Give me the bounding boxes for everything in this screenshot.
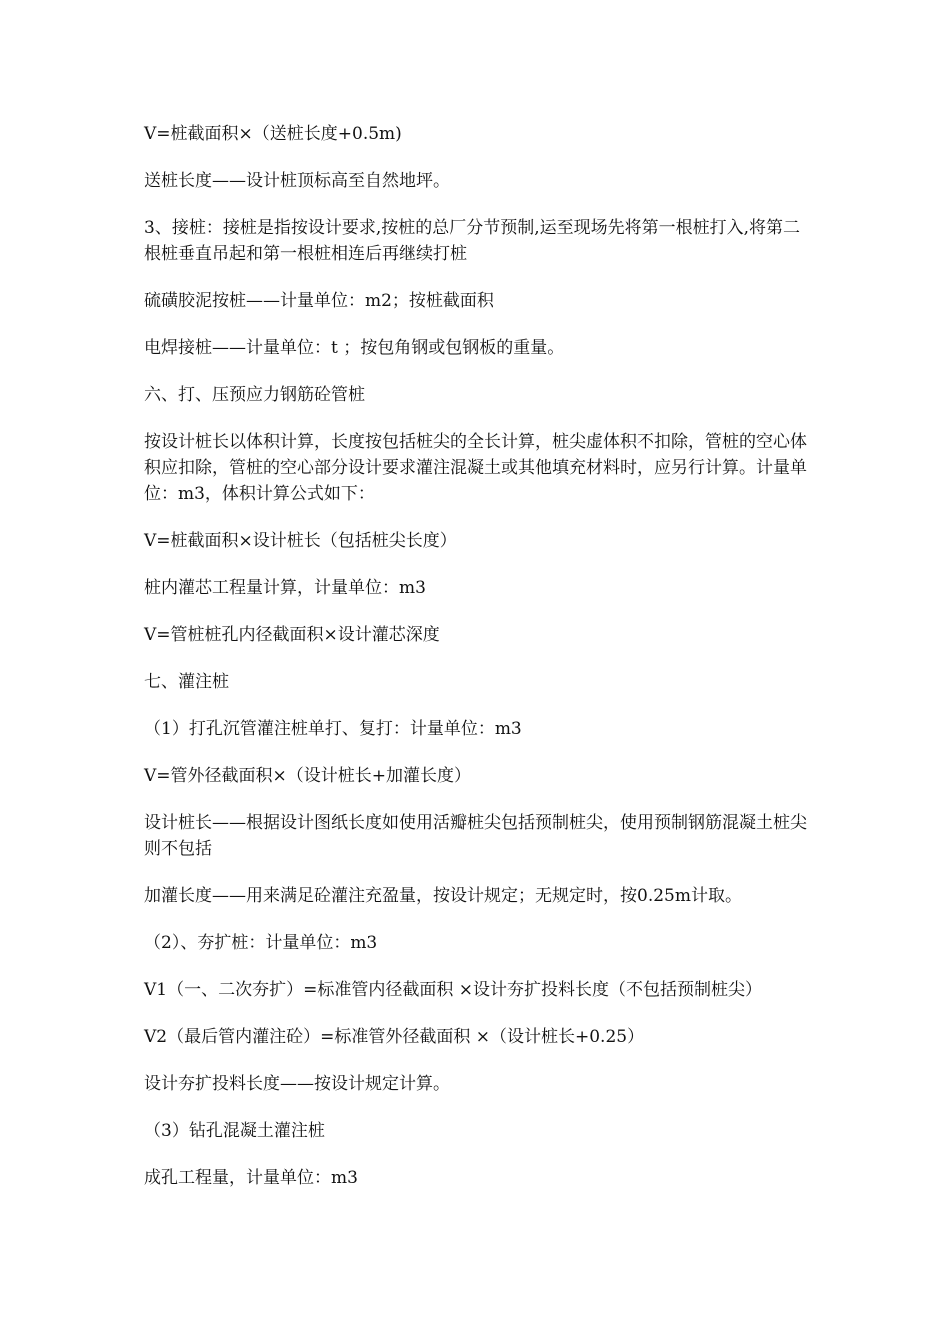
document-body [144, 121, 816, 1212]
paragraph-design-pile-length-definition: 设计桩长——根据设计图纸长度如使用活瓣桩尖包括预制桩尖，使用预制钢筋混凝土桩尖则不包括 [144, 813, 807, 859]
paragraph-pipe-pile-volume-rules: 按设计桩长以体积计算，长度按包括桩尖的全长计算，桩尖虚体积不扣除，管桩的空心体积应扣除，管桩的空心部分设计要求灌注混凝土或其他填充材料时，应另行计算。计量单位：m3，体积计算公式如下： [144, 432, 807, 504]
section-heading-prestressed-pipe-pile: 六、打、压预应力钢筋砼管桩 [144, 385, 365, 405]
section-heading-cast-in-place-pile: 七、灌注桩 [144, 672, 229, 692]
paragraph-formula-core-filling: V=管桩桩孔内径截面积×设计灌芯深度 [144, 625, 440, 645]
paragraph-driven-pile-length-definition: 送桩长度——设计桩顶标高至自然地坪。 [144, 171, 450, 191]
paragraph-hole-forming-quantity: 成孔工程量，计量单位：m3 [144, 1168, 358, 1188]
paragraph-pile-splicing: 3、接桩：接桩是指按设计要求,按桩的总厂分节预制,运至现场先将第一根桩打入,将第二根桩垂直吊起和第一根桩相连后再继续打桩 [144, 218, 801, 264]
paragraph-sulfur-mortar-splicing: 硫磺胶泥按桩——计量单位：m2；按桩截面积 [144, 291, 494, 311]
paragraph-formula-pipe-pile-volume: V=桩截面积×设计桩长（包括桩尖长度） [144, 531, 457, 551]
paragraph-formula-v1: V1（一、二次夯扩）=标准管内径截面积 ×设计夯扩投料长度（不包括预制桩尖） [144, 980, 762, 1000]
paragraph-core-filling-quantity: 桩内灌芯工程量计算，计量单位：m3 [144, 578, 426, 598]
paragraph-ram-feed-length-definition: 设计夯扩投料长度——按设计规定计算。 [144, 1074, 450, 1094]
paragraph-welded-splicing: 电焊接桩——计量单位：t ；按包角钢或包钢板的重量。 [144, 338, 565, 358]
paragraph-formula-driven-pile-volume: V=桩截面积×（送桩长度+0.5m) [144, 124, 402, 144]
paragraph-rammed-expanded-pile: （2）、夯扩桩：计量单位：m3 [144, 933, 378, 953]
paragraph-extra-pour-length-definition: 加灌长度——用来满足砼灌注充盈量，按设计规定；无规定时，按0.25m计取。 [144, 886, 742, 906]
paragraph-formula-v2: V2（最后管内灌注砼）=标准管外径截面积 ×（设计桩长+0.25） [144, 1027, 645, 1047]
paragraph-bored-concrete-pile: （3）钻孔混凝土灌注桩 [144, 1121, 325, 1141]
paragraph-sunk-tube-pile: （1）打孔沉管灌注桩单打、复打：计量单位：m3 [144, 719, 522, 739]
paragraph-formula-sunk-tube-volume: V=管外径截面积×（设计桩长+加灌长度） [144, 766, 472, 786]
